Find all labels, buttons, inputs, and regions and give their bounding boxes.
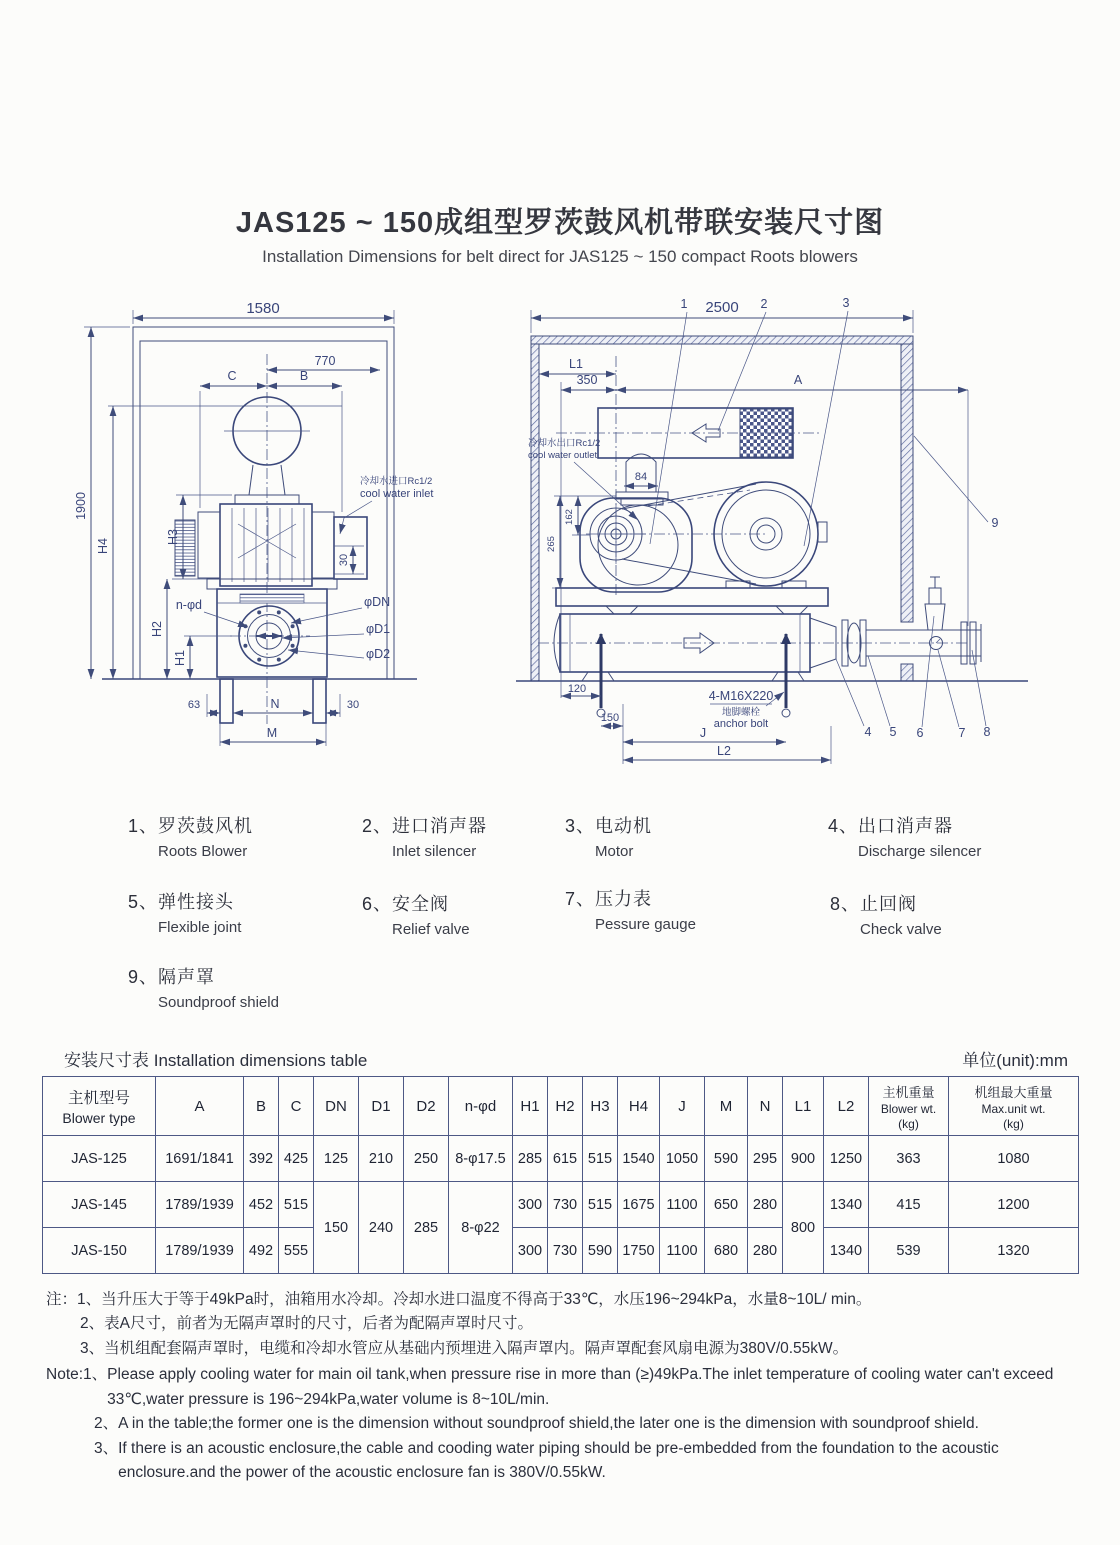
legend-en: Relief valve [392, 921, 470, 938]
dim-label-63: 63 [187, 699, 201, 711]
cell: 1340 [824, 1228, 869, 1274]
cell-merged: 800 [783, 1182, 824, 1274]
dim-label-84: 84 [634, 471, 648, 483]
legend-item-1 [128, 812, 253, 860]
cell: 1100 [660, 1182, 705, 1228]
cool-water-inlet-callout [334, 475, 433, 574]
col-max-unit-wt: 机组最大重量 Max.unit wt. (kg) [949, 1077, 1079, 1136]
label-n-phi-d: n-φd [175, 598, 202, 612]
dim-1580 [133, 300, 394, 324]
cell: 280 [748, 1228, 783, 1274]
table-row [43, 1182, 1079, 1228]
cell: 650 [705, 1182, 748, 1228]
table-title [64, 1046, 367, 1071]
cell-type: JAS-150 [43, 1228, 156, 1274]
callout-3-motor: 3 [842, 296, 850, 310]
cell: 392 [244, 1136, 279, 1182]
callout-5-flexible-joint: 5 [889, 725, 897, 739]
table-unit: 单位(unit):mm [962, 1051, 1068, 1070]
cell: 280 [748, 1182, 783, 1228]
label-phi-dn: φDN [364, 595, 391, 609]
front-view-diagram [72, 296, 512, 776]
cell: 452 [244, 1182, 279, 1228]
discharge-flange-front [230, 606, 310, 666]
callout-7-pressure-gauge: 7 [958, 726, 966, 740]
note-label: 2、 [80, 1315, 105, 1333]
flange-callouts [176, 595, 390, 661]
anchor-bolts [597, 634, 790, 717]
dim-label-350: 350 [576, 373, 598, 387]
cell: 730 [548, 1228, 583, 1274]
note-label: 注：1、 [46, 1291, 102, 1308]
col-h1: H1 [513, 1077, 548, 1136]
cool-water-outlet-label-en: cool water outlet [528, 450, 598, 461]
dim-h1 [173, 636, 232, 679]
dim-2500 [531, 299, 913, 333]
cell: 300 [513, 1228, 548, 1274]
col-m: M [705, 1077, 748, 1136]
cell: 285 [513, 1136, 548, 1182]
dim-label-h1: H1 [173, 650, 187, 666]
bottom-dims-front [188, 694, 359, 746]
dim-label-m: M [266, 726, 278, 740]
legend-num: 7、 [565, 889, 596, 909]
dim-770 [267, 354, 380, 370]
note-text: 表A尺寸，前者为无隔声罩时的尺寸，后者为配隔声罩时尺寸。 [104, 1315, 533, 1333]
dim-h2 [150, 579, 167, 679]
legend-item-2 [362, 812, 487, 860]
legend-num: 2、 [362, 816, 393, 836]
callout-4-discharge-silencer: 4 [864, 725, 872, 739]
col-blower-wt: 主机重量 Blower wt. (kg) [869, 1077, 949, 1136]
callout-9-soundproof-shield: 9 [991, 516, 999, 530]
soundproof-enclosure [516, 336, 1028, 681]
col-c: C [279, 1077, 314, 1136]
installation-dimensions-table [42, 1076, 1079, 1274]
note-text: A in the table;the former one is the dimension without soundproof shield,the later one is the dimension with soundproof shield. [118, 1415, 979, 1433]
note-text: If there is an acoustic enclosure,the cable and cooding water piping should be pre-embedded from the foundation to the acoustic enclosure.and the power of the acoustic enclosure fan is 380V/0.55kW. [118, 1439, 999, 1482]
note-en-3 [94, 1437, 1074, 1486]
legend-en: Inlet silencer [392, 843, 477, 860]
cell: 300 [513, 1182, 548, 1228]
cell-merged: 240 [359, 1182, 404, 1274]
callout-6-relief-valve: 6 [916, 726, 924, 740]
cell: 363 [869, 1136, 949, 1182]
col-b: B [244, 1077, 279, 1136]
legend-en: Roots Blower [158, 843, 248, 860]
cell: 1080 [949, 1136, 1079, 1182]
callout-2-inlet-silencer: 2 [760, 297, 768, 311]
dim-label-1580: 1580 [246, 300, 280, 317]
col-h3: H3 [583, 1077, 618, 1136]
cell: 515 [583, 1182, 618, 1228]
motor-side [714, 482, 827, 588]
callout-8-check-valve: 8 [983, 725, 991, 739]
cool-water-inlet-label-en: cool water inlet [360, 488, 434, 500]
cool-water-outlet-label-cn: 冷却水出口Rc1/2 [528, 438, 601, 449]
label-phi-d2: φD2 [366, 647, 391, 661]
note-cn-2 [80, 1312, 1074, 1336]
legend-num: 1、 [128, 816, 159, 836]
legend-item-5 [128, 888, 241, 936]
label-phi-d1: φD1 [366, 622, 391, 636]
legend-en: Soundproof shield [158, 994, 279, 1011]
page-title: JAS125 ~ 150成组型罗茨鼓风机带联安装尺寸图 [235, 207, 885, 239]
legend-cn: 隔声罩 [158, 967, 216, 987]
legend-en: Pessure gauge [595, 916, 696, 933]
col-d1: D1 [359, 1077, 404, 1136]
cell: 125 [314, 1136, 359, 1182]
cell: 1050 [660, 1136, 705, 1182]
cell: 590 [583, 1228, 618, 1274]
note-label: Note:1、 [46, 1366, 108, 1384]
cell: 1320 [949, 1228, 1079, 1274]
col-n-phi-d: n-φd [449, 1077, 513, 1136]
legend-cn: 罗茨鼓风机 [158, 816, 254, 836]
anchor-bolt-label-cn: 地脚螺栓 [721, 707, 761, 718]
cell: 295 [748, 1136, 783, 1182]
cell-type: JAS-125 [43, 1136, 156, 1182]
cell: 900 [783, 1136, 824, 1182]
dim-1900 [74, 327, 130, 679]
note-text: 当升压大于等于49kPa时，油箱用水冷却。冷却水进口温度不得高于33℃，水压196~294kPa，水量8~10L/ min。 [101, 1291, 872, 1308]
note-label: 2、 [94, 1415, 119, 1433]
col-a: A [156, 1077, 244, 1136]
cell: 615 [548, 1136, 583, 1182]
table-header-row [43, 1077, 1079, 1136]
col-h2: H2 [548, 1077, 583, 1136]
note-text: Please apply cooling water for main oil tank,when pressure rise in more than (≥)49kPa.The inlet temperature of cooling water can't exceed 33℃,water pressure is 196~294kPa,water volume is 8~10L/min. [107, 1366, 1054, 1408]
col-d2: D2 [404, 1077, 449, 1136]
dim-label-h2: H2 [150, 621, 164, 637]
anchor-bolt-callout [709, 689, 784, 730]
dim-label-120: 120 [567, 683, 587, 695]
legend-cn: 弹性接头 [158, 892, 235, 912]
col-n: N [748, 1077, 783, 1136]
legend-num: 5、 [128, 892, 159, 912]
dim-label-265: 265 [546, 536, 557, 552]
dim-label-l1: L1 [569, 357, 583, 371]
col-j: J [660, 1077, 705, 1136]
cool-water-outlet-callout [528, 437, 638, 520]
cell-merged: 8-φ22 [449, 1182, 513, 1274]
relief-valve-symbol [925, 604, 945, 630]
cell: 415 [869, 1182, 949, 1228]
cell: 1691/1841 [156, 1136, 244, 1182]
cell: 680 [705, 1228, 748, 1274]
legend-item-3 [565, 812, 652, 860]
table-row [43, 1228, 1079, 1274]
side-view-diagram [498, 296, 1058, 776]
cell: 1250 [824, 1136, 869, 1182]
table-row [43, 1136, 1079, 1182]
page-subtitle: Installation Dimensions for belt direct for JAS125 ~ 150 compact Roots blowers [262, 247, 858, 266]
dim-c-b [200, 369, 342, 512]
cell: 1200 [949, 1182, 1079, 1228]
note-en-2 [94, 1412, 1074, 1436]
note-label: 3、 [80, 1339, 105, 1357]
note-cn-1 [46, 1288, 1074, 1312]
legend-num: 3、 [565, 816, 596, 836]
dim-label-h3: H3 [166, 529, 180, 545]
note-text: 当机组配套隔声罩时，电缆和冷却水管应从基础内预埋进入隔声罩内。隔声罩配套风扇电源为380V/0.55kW。 [104, 1339, 849, 1357]
col-l1: L1 [783, 1077, 824, 1136]
cell-merged: 150 [314, 1182, 359, 1274]
cell: 1340 [824, 1182, 869, 1228]
dim-label-2500: 2500 [705, 299, 739, 316]
dim-label-n: N [270, 697, 280, 711]
legend-en: Flexible joint [158, 919, 242, 936]
col-dn: DN [314, 1077, 359, 1136]
notes-section [46, 1288, 1074, 1486]
table-title-en: Installation dimensions table [153, 1051, 368, 1070]
legend-item-8 [830, 890, 942, 938]
cell: 210 [359, 1136, 404, 1182]
col-h4: H4 [618, 1077, 660, 1136]
cell: 590 [705, 1136, 748, 1182]
blower-side [580, 454, 692, 592]
dim-label-b: B [299, 369, 309, 383]
legend-item-9 [128, 963, 279, 1011]
dim-label-770: 770 [314, 354, 336, 368]
table-title-cn: 安装尺寸表 [64, 1051, 149, 1070]
cell: 1540 [618, 1136, 660, 1182]
dim-label-30-bottom: 30 [346, 699, 360, 711]
dim-label-c: C [227, 369, 237, 383]
legend-cn: 压力表 [595, 889, 653, 909]
cell: 730 [548, 1182, 583, 1228]
cell: 425 [279, 1136, 314, 1182]
callouts-bottom [836, 436, 999, 740]
cell: 1789/1939 [156, 1182, 244, 1228]
anchor-bolt-label-en: anchor bolt [713, 718, 769, 730]
callout-1-roots-blower: 1 [680, 297, 688, 311]
dim-label-162: 162 [564, 509, 575, 525]
cell: 539 [869, 1228, 949, 1274]
cell: 1750 [618, 1228, 660, 1274]
cell: 515 [279, 1182, 314, 1228]
legend-cn: 止回阀 [860, 894, 918, 914]
legend-en: Check valve [860, 921, 942, 938]
legend-en: Discharge silencer [858, 843, 982, 860]
cell: 1675 [618, 1182, 660, 1228]
cell: 1100 [660, 1228, 705, 1274]
dim-label-30-inlet: 30 [338, 553, 350, 567]
dim-label-a: A [793, 373, 803, 387]
discharge-piping [810, 577, 981, 668]
legend-cn: 电动机 [595, 816, 653, 836]
cell: 515 [583, 1136, 618, 1182]
col-blower-type: 主机型号 Blower type [43, 1077, 156, 1136]
cell: 1789/1939 [156, 1228, 244, 1274]
cell: 8-φ17.5 [449, 1136, 513, 1182]
dim-label-h4: H4 [96, 538, 110, 554]
col-l2: L2 [824, 1077, 869, 1136]
cell-type: JAS-145 [43, 1182, 156, 1228]
legend-num: 6、 [362, 894, 393, 914]
cool-water-inlet-label-cn: 冷却水进口Rc1/2 [360, 476, 433, 487]
legend-cn: 安全阀 [392, 894, 450, 914]
note-cn-3 [80, 1337, 1074, 1361]
cell-merged: 285 [404, 1182, 449, 1274]
legend-num: 8、 [830, 894, 861, 914]
legend-num: 4、 [828, 816, 859, 836]
legend-num: 9、 [128, 967, 159, 987]
dim-label-150: 150 [600, 712, 620, 724]
anchor-bolt-spec: 4-M16X220 [708, 689, 774, 703]
note-label: 3、 [94, 1439, 119, 1457]
legend-en: Motor [595, 843, 634, 860]
dim-label-j: J [699, 726, 707, 740]
dim-label-l2: L2 [717, 744, 731, 758]
legend-item-7 [565, 885, 696, 933]
cell: 555 [279, 1228, 314, 1274]
cell: 250 [404, 1136, 449, 1182]
base-side [556, 588, 828, 614]
legend-item-4 [828, 812, 981, 860]
base-front [207, 579, 337, 677]
legend-cn: 出口消声器 [858, 816, 954, 836]
title-block [0, 200, 1120, 267]
note-en-1 [46, 1363, 1074, 1412]
dim-label-1900: 1900 [74, 492, 88, 520]
legend-cn: 进口消声器 [392, 816, 488, 836]
cell: 492 [244, 1228, 279, 1274]
legend-item-6 [362, 890, 470, 938]
